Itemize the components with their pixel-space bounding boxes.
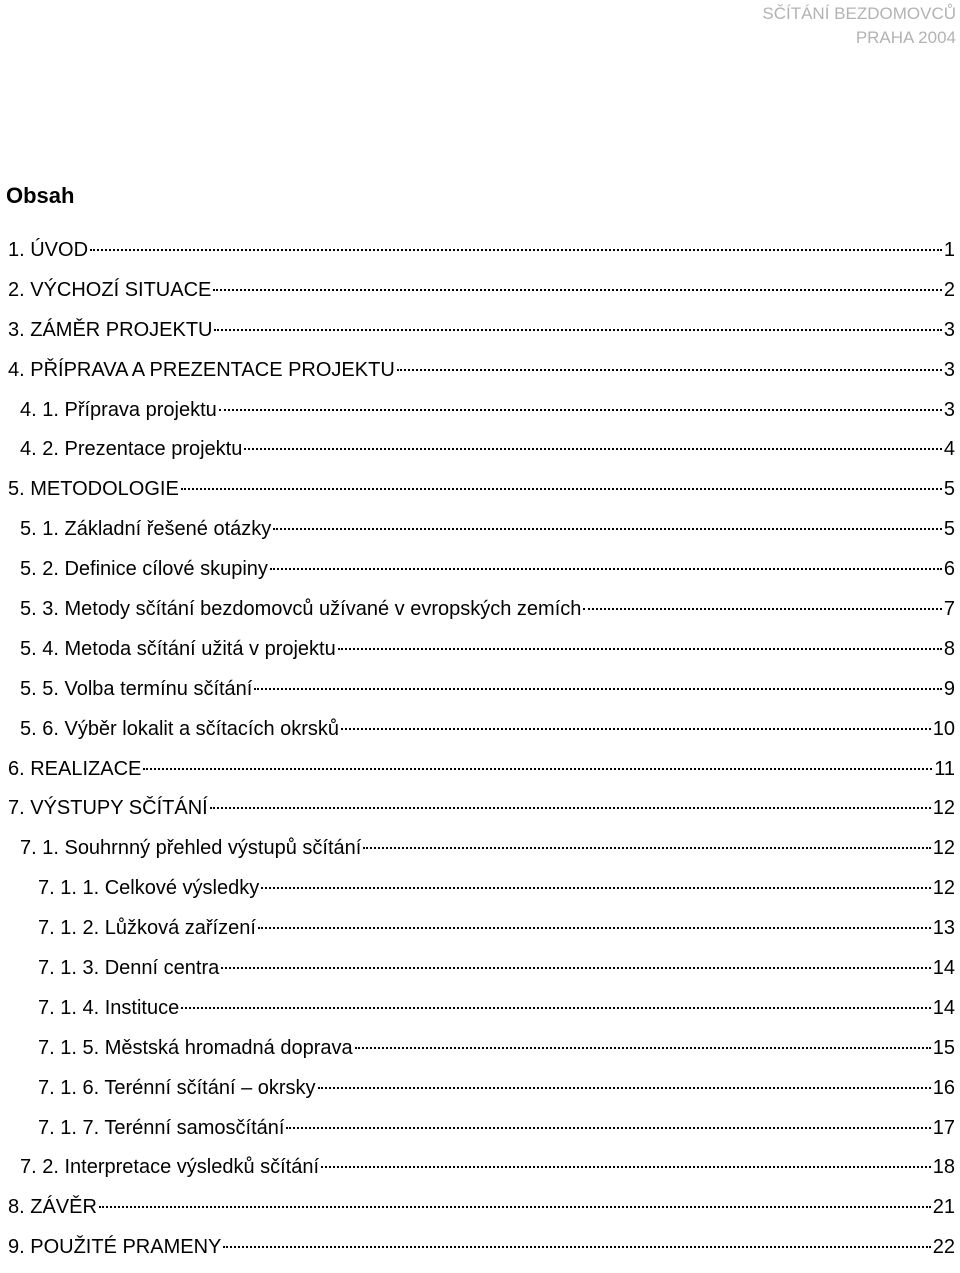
toc-entry[interactable]	[0, 515, 955, 555]
dot-leader	[270, 568, 942, 570]
toc-entry[interactable]	[0, 435, 955, 475]
toc-entry-page-number: 8	[943, 637, 955, 660]
dot-leader	[214, 329, 941, 331]
dot-leader	[321, 1166, 931, 1168]
toc-entry[interactable]	[0, 396, 955, 436]
toc-entry-page-number: 12	[932, 837, 955, 860]
toc-entry-page-number: 17	[932, 1116, 955, 1139]
toc-entry-page-number: 6	[943, 558, 955, 581]
toc-entry[interactable]	[0, 1153, 955, 1193]
dot-leader	[261, 887, 931, 889]
toc-entry-page-number: 14	[932, 996, 955, 1019]
toc-entry-title: 7. 1. 5. Městská hromadná doprava	[38, 1036, 353, 1059]
toc-entry-title: 7. 1. 4. Instituce	[38, 996, 180, 1019]
toc-entry-page-number: 3	[943, 358, 955, 381]
toc-entry-page-number: 4	[943, 438, 955, 461]
toc-entry-page-number: 13	[932, 917, 955, 940]
toc-entry[interactable]	[0, 794, 955, 834]
toc-entry-title: 8. ZÁVĚR	[8, 1196, 97, 1219]
dot-leader	[341, 728, 931, 730]
toc-entry-title: 7. 1. 2. Lůžková zařízení	[38, 917, 256, 940]
toc-entry-title: 6. REALIZACE	[8, 757, 142, 780]
dot-leader	[221, 967, 931, 969]
dot-leader	[355, 1047, 931, 1049]
toc-entry-title: 2. VÝCHOZÍ SITUACE	[8, 278, 212, 301]
toc-entry[interactable]	[0, 1233, 955, 1273]
toc-entry-title: 3. ZÁMĚR PROJEKTU	[8, 318, 213, 341]
toc-entry-title: 5. 1. Základní řešené otázky	[20, 518, 272, 541]
dot-leader	[363, 847, 930, 849]
toc-entry[interactable]	[0, 914, 955, 954]
toc-entry[interactable]	[0, 715, 955, 755]
dot-leader	[223, 1246, 930, 1248]
table-of-contents	[0, 236, 955, 1273]
header-subtitle: PRAHA 2004	[855, 28, 956, 47]
dot-leader	[143, 768, 932, 770]
dot-leader	[254, 688, 942, 690]
dot-leader	[397, 369, 942, 371]
toc-entry-page-number: 16	[932, 1076, 955, 1099]
toc-entry[interactable]	[0, 874, 955, 914]
toc-entry-title: 5. METODOLOGIE	[8, 478, 179, 501]
toc-entry-page-number: 14	[932, 957, 955, 980]
toc-entry[interactable]	[0, 755, 955, 795]
toc-entry[interactable]	[0, 675, 955, 715]
toc-entry-title: 5. 4. Metoda sčítání užitá v projektu	[20, 637, 336, 660]
toc-entry[interactable]	[0, 316, 955, 356]
toc-entry-title: 4. 1. Příprava projektu	[20, 398, 217, 421]
toc-entry[interactable]	[0, 595, 955, 635]
toc-entry-page-number: 21	[932, 1196, 955, 1219]
toc-entry-title: 5. 2. Definice cílové skupiny	[20, 558, 268, 581]
toc-entry-page-number: 5	[943, 478, 955, 501]
toc-entry-page-number: 18	[932, 1156, 955, 1179]
toc-entry-page-number: 7	[943, 598, 955, 621]
toc-entry-title: 4. PŘÍPRAVA A PREZENTACE PROJEKTU	[8, 358, 395, 381]
toc-entry-title: 7. 1. 6. Terénní sčítání – okrsky	[38, 1076, 316, 1099]
toc-entry[interactable]	[0, 1193, 955, 1233]
toc-entry[interactable]	[0, 1074, 955, 1114]
toc-entry-page-number: 2	[943, 278, 955, 301]
dot-leader	[318, 1087, 931, 1089]
toc-entry-title: 5. 6. Výběr lokalit a sčítacích okrsků	[20, 717, 340, 740]
toc-entry-page-number: 11	[934, 757, 955, 780]
dot-leader	[273, 528, 942, 530]
toc-entry-page-number: 15	[932, 1036, 955, 1059]
toc-entry-page-number: 3	[943, 318, 955, 341]
toc-entry-page-number: 12	[932, 797, 955, 820]
header-title: SČÍTÁNÍ BEZDOMOVCŮ	[762, 4, 956, 23]
toc-entry-page-number: 1	[943, 239, 955, 261]
dot-leader	[286, 1127, 930, 1129]
dot-leader	[99, 1206, 931, 1208]
dot-leader	[338, 648, 942, 650]
toc-entry[interactable]	[0, 236, 955, 276]
toc-entry-page-number: 10	[932, 717, 955, 740]
toc-entry-title: 7. 1. 3. Denní centra	[38, 957, 220, 980]
toc-entry[interactable]	[0, 356, 955, 396]
toc-entry-title: 5. 3. Metody sčítání bezdomovců užívané v evropských zemích	[20, 598, 582, 621]
dot-leader	[219, 409, 942, 411]
toc-entry-title: 7. 1. 7. Terénní samosčítání	[38, 1116, 285, 1139]
toc-entry-title: 9. POUŽITÉ PRAMENY	[8, 1236, 222, 1259]
toc-entry-page-number: 3	[943, 398, 955, 421]
toc-entry[interactable]	[0, 555, 955, 595]
toc-entry-page-number: 12	[932, 877, 955, 900]
toc-entry[interactable]	[0, 994, 955, 1034]
toc-title: Obsah	[6, 183, 75, 208]
toc-entry-title: 4. 2. Prezentace projektu	[20, 438, 243, 461]
toc-entry-title: 7. 2. Interpretace výsledků sčítání	[20, 1156, 320, 1179]
toc-entry-title: 7. 1. Souhrnný přehled výstupů sčítání	[20, 837, 362, 860]
toc-entry-page-number: 9	[943, 677, 955, 700]
toc-entry[interactable]	[0, 276, 955, 316]
dot-leader	[181, 1007, 931, 1009]
dot-leader	[583, 608, 941, 610]
toc-entry[interactable]	[0, 635, 955, 675]
toc-entry-title: 7. 1. 1. Celkové výsledky	[38, 877, 260, 900]
dot-leader	[181, 488, 942, 490]
toc-entry-title: 1. ÚVOD	[8, 239, 89, 261]
running-header	[762, 2, 956, 50]
toc-entry-page-number: 5	[943, 518, 955, 541]
toc-entry[interactable]	[0, 1114, 955, 1154]
dot-leader	[258, 927, 931, 929]
toc-entry[interactable]	[0, 1034, 955, 1074]
toc-entry[interactable]	[0, 954, 955, 994]
toc-entry-title: 5. 5. Volba termínu sčítání	[20, 677, 253, 700]
toc-entry[interactable]	[0, 834, 955, 874]
toc-entry[interactable]	[0, 475, 955, 515]
dot-leader	[244, 448, 942, 450]
toc-entry-page-number: 22	[932, 1236, 955, 1259]
dot-leader	[213, 289, 942, 291]
toc-entry-title: 7. VÝSTUPY SČÍTÁNÍ	[8, 797, 208, 820]
dot-leader	[90, 249, 942, 251]
dot-leader	[210, 807, 931, 809]
